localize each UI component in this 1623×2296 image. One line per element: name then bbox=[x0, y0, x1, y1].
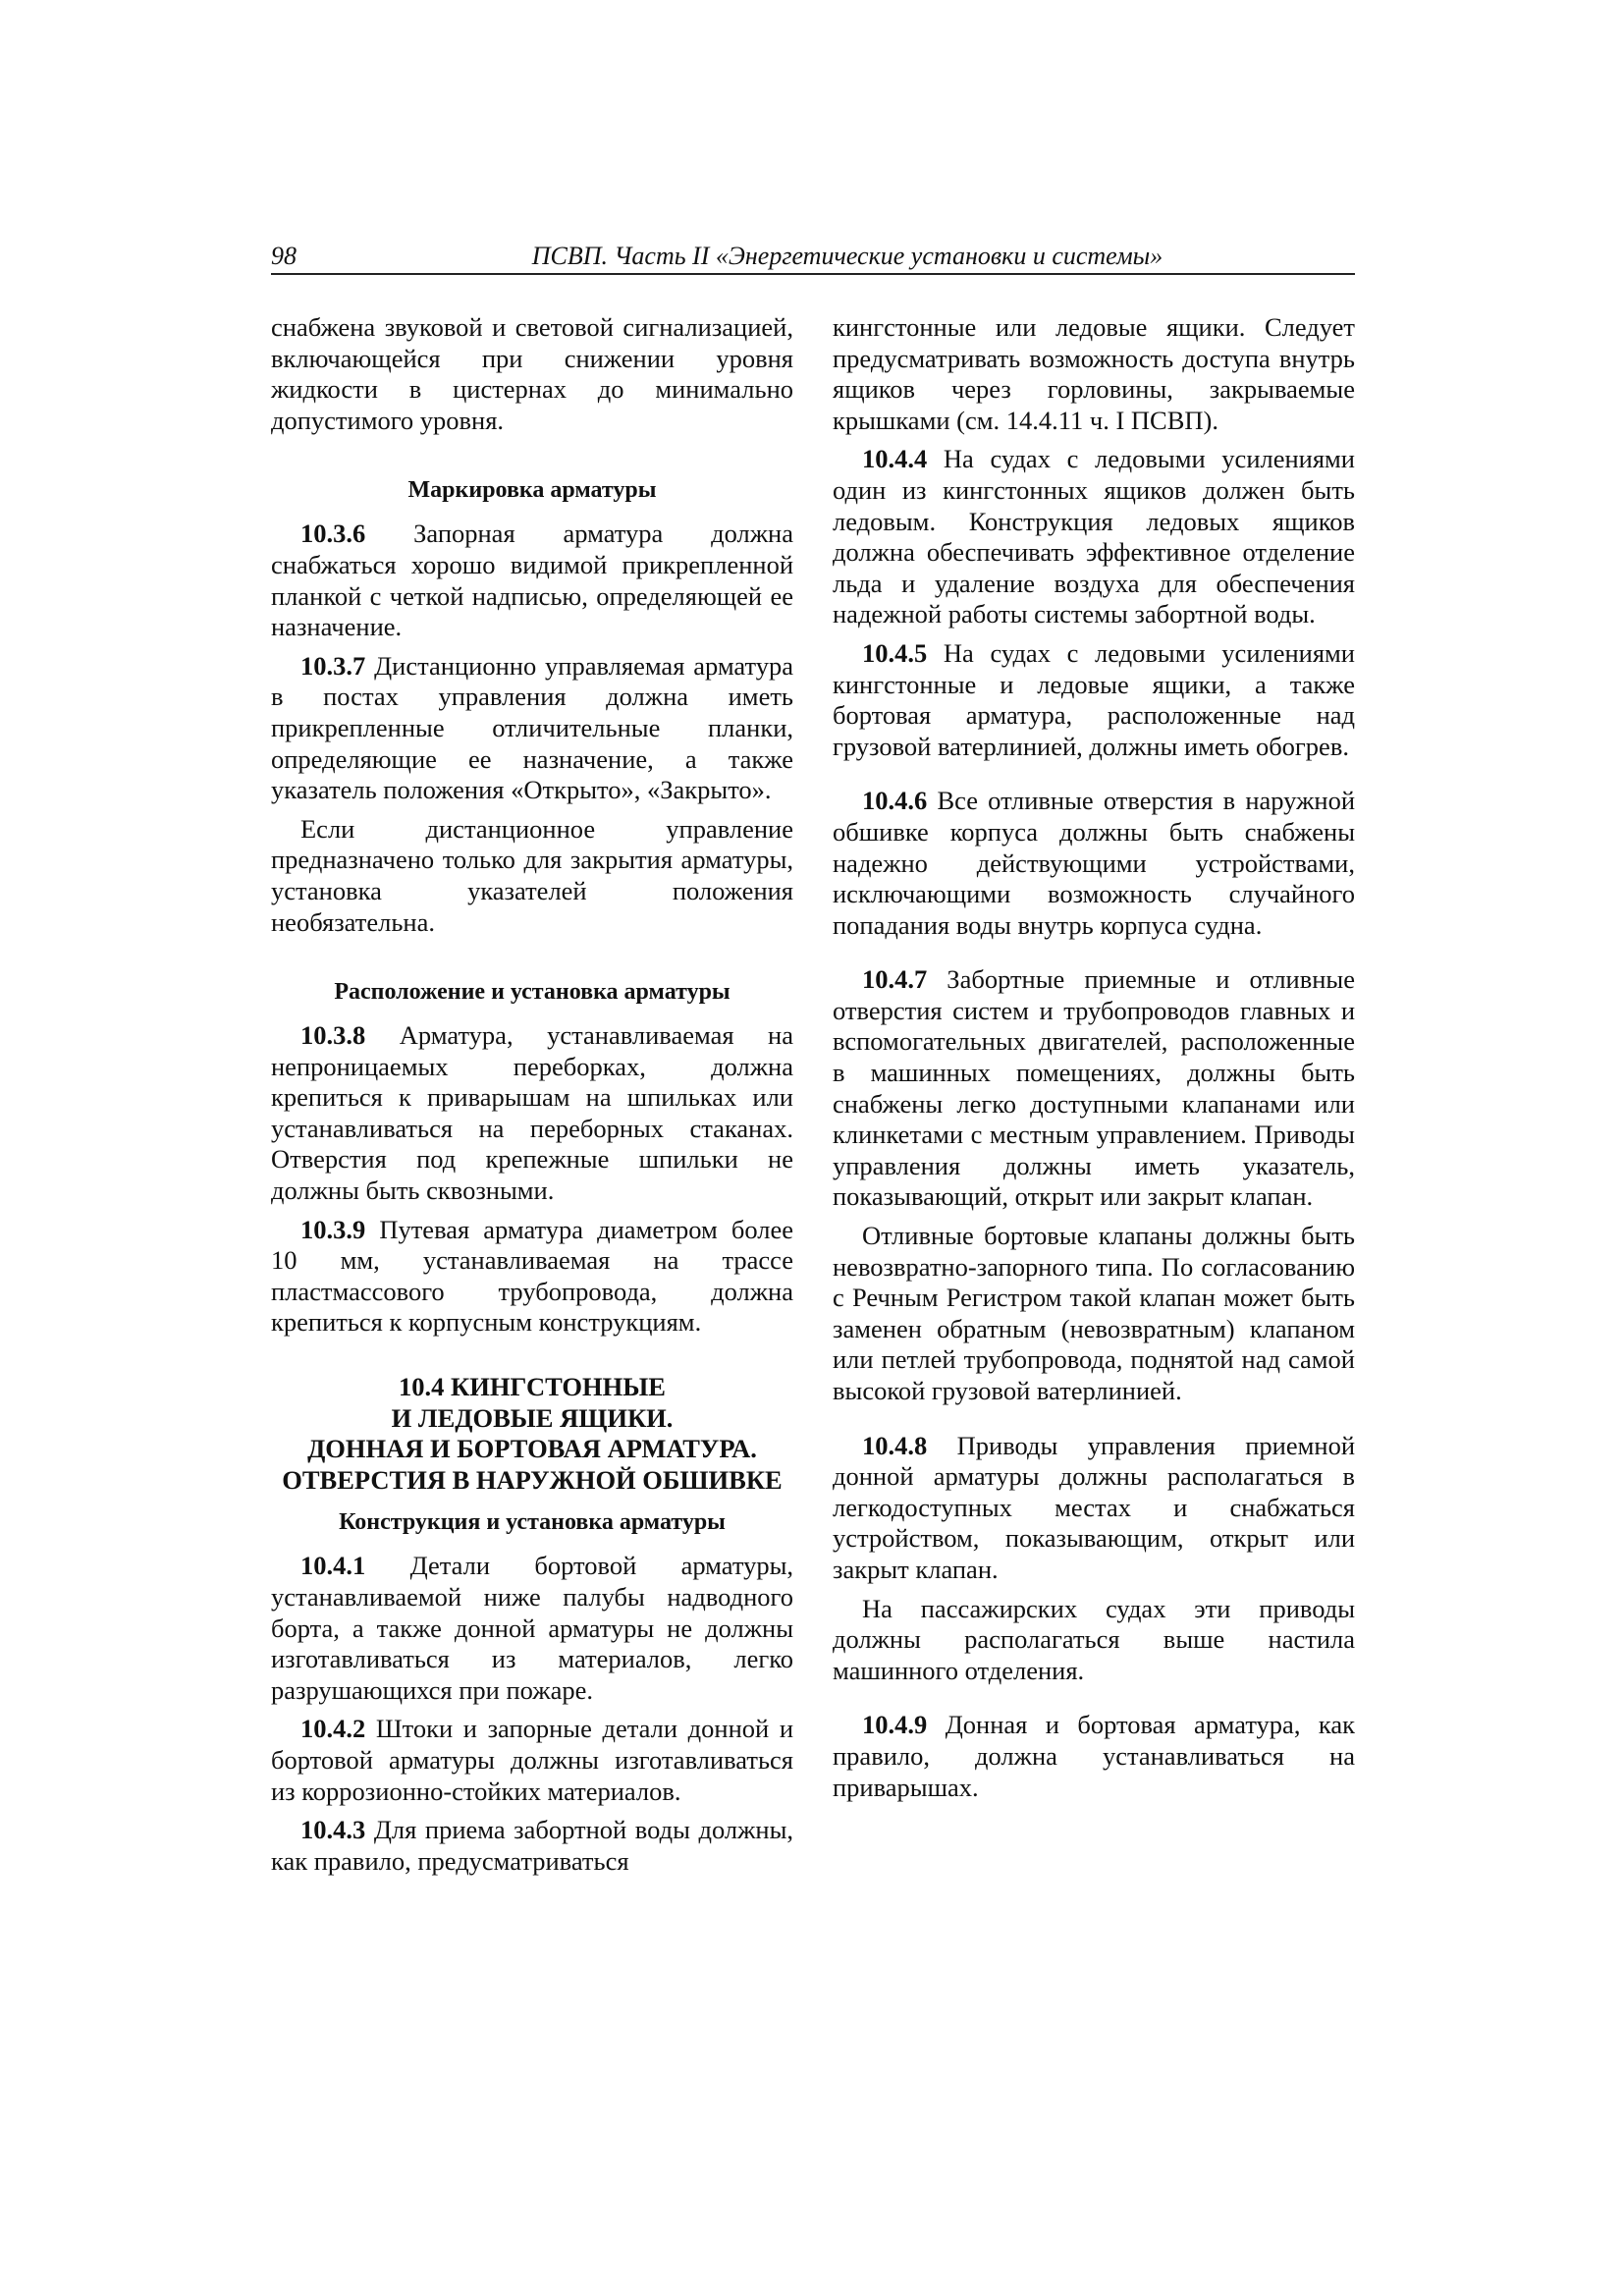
clause-number: 10.4.1 bbox=[300, 1551, 366, 1581]
clause-text: Запорная арматура должна снабжаться хорошо видимой прикрепленной планкой с четкой надписью, определяющей ее назначение. bbox=[271, 519, 793, 642]
clause-10-4-3 bbox=[271, 1815, 793, 1877]
clause-10-3-9 bbox=[271, 1215, 793, 1339]
paragraph: Если дистанционное управление предназначено только для закрытия арматуры, установка указателей положения необязательна. bbox=[271, 813, 793, 937]
paragraph: На пассажирских судах эти приводы должны располагаться выше настила машинного отделения. bbox=[833, 1593, 1355, 1685]
subsection-heading-marking: Маркировка арматуры bbox=[407, 477, 657, 504]
clause-10-3-7 bbox=[271, 651, 793, 806]
clause-number: 10.3.6 bbox=[300, 519, 366, 549]
clause-text: Арматура, устанавливаемая на непроницаемых переборках, должна крепиться к приварышам на шпильках или устанавливаться на переборных стаканах. Отверстия под крепежные шпильки не должны быть сквозными. bbox=[271, 1020, 793, 1206]
clause-number: 10.4.4 bbox=[862, 444, 928, 474]
clause-number: 10.4.5 bbox=[862, 637, 928, 668]
paragraph: Отливные бортовые клапаны должны быть невозвратно-запорного типа. По согласованию с Речным Регистром такой клапан может быть заменен обратным (невозвратным) клапаном или петлей трубопровода, поднятой над самой высокой грузовой ватерлинией. bbox=[833, 1221, 1355, 1405]
clause-10-4-2 bbox=[271, 1714, 793, 1807]
clause-10-4-8 bbox=[833, 1431, 1355, 1586]
clause-10-4-6 bbox=[833, 786, 1355, 941]
clause-number: 10.3.9 bbox=[300, 1214, 366, 1244]
section-heading-10-4: 10.4 КИНГСТОННЫЕ И ЛЕДОВЫЕ ЯЩИКИ. ДОННАЯ И БОРТОВАЯ АРМАТУРА. ОТВЕРСТИЯ В НАРУЖНОЙ ОБШИВКЕ bbox=[282, 1372, 783, 1495]
clause-number: 10.3.8 bbox=[300, 1020, 366, 1051]
clause-text: Приводы управления приемной донной арматуры должны располагаться в легкодоступных местах и снабжаться устройством, показывающим, открыт или закрыт клапан. bbox=[833, 1430, 1355, 1584]
right-column bbox=[833, 312, 1355, 1803]
clause-10-4-1 bbox=[271, 1551, 793, 1706]
clause-number: 10.4.9 bbox=[862, 1710, 928, 1740]
clause-10-4-5 bbox=[833, 638, 1355, 762]
clause-10-4-9 bbox=[833, 1710, 1355, 1803]
paragraph: кингстонные или ледовые ящики. Следует предусматривать возможность доступа внутрь ящиков через горловины, закрываемые крышками (см. 14.4.11 ч. I ПСВП). bbox=[833, 312, 1355, 435]
clause-10-4-4 bbox=[833, 444, 1355, 630]
clause-number: 10.4.6 bbox=[862, 786, 928, 816]
clause-number: 10.4.7 bbox=[862, 964, 928, 995]
clause-text: Забортные приемные и отливные отверстия систем и трубопроводов главных и вспомогательных двигателей, расположенные в машинных помещениях, должны быть снабжены легко доступными клапанами или клинкетами с местным управлением. Приводы управления должны иметь указатель, показывающий, открыт или закрыт клапан. bbox=[833, 964, 1355, 1212]
clause-text: Детали бортовой арматуры, устанавливаемой ниже палубы надводного борта, а также донной арматуры не должны изготавливаться из материалов, легко разрушающихся при пожаре. bbox=[271, 1551, 794, 1705]
clause-number: 10.4.2 bbox=[300, 1714, 366, 1744]
clause-text: Штоки и запорные детали донной и бортовой арматуры должны изготавливаться из коррозионно-стойких материалов. bbox=[271, 1714, 793, 1806]
clause-text: На судах с ледовыми усилениями один из кингстонных ящиков должен быть ледовым. Конструкция ледовых ящиков должна обеспечивать эффективное отделение льда и удаление воздуха для обеспечения надежной работы системы забортной воды. bbox=[833, 444, 1355, 629]
clause-number: 10.4.3 bbox=[300, 1815, 366, 1845]
subsection-heading-location: Расположение и установка арматуры bbox=[334, 979, 730, 1006]
paragraph: снабжена звуковой и световой сигнализацией, включающейся при снижении уровня жидкости в цистернах до минимально допустимого уровня. bbox=[271, 312, 793, 435]
clause-text: Дистанционно управляемая арматура в постах управления должна иметь прикрепленные отличительные планки, определяющие ее назначение, а также указатель положения «Открыто», «Закрыто». bbox=[271, 650, 794, 805]
running-title: ПСВП. Часть II «Энергетические установки и системы» bbox=[531, 242, 1163, 270]
running-header bbox=[271, 240, 1355, 275]
left-column bbox=[271, 312, 793, 1877]
subsection-heading-construction: Конструкция и установка арматуры bbox=[339, 1509, 726, 1536]
clause-10-4-7 bbox=[833, 964, 1355, 1213]
clause-number: 10.4.8 bbox=[862, 1430, 928, 1460]
clause-text: Для приема забортной воды должны, как правило, предусматриваться bbox=[271, 1815, 793, 1876]
clause-10-3-6 bbox=[271, 519, 793, 642]
clause-10-3-8 bbox=[271, 1020, 793, 1207]
clause-text: Донная и бортовая арматура, как правило, должна устанавливаться на приварышах. bbox=[833, 1710, 1355, 1802]
clause-text: Путевая арматура диаметром более 10 мм, устанавливаемая на трассе пластмассового трубопровода, должна крепиться к корпусным конструкциям. bbox=[271, 1214, 793, 1338]
clause-text: На судах с ледовыми усилениями кингстонные и ледовые ящики, а также бортовая арматура, расположенные над грузовой ватерлинией, должны иметь обогрев. bbox=[833, 637, 1355, 761]
clause-number: 10.3.7 bbox=[300, 650, 366, 681]
clause-text: Все отливные отверстия в наружной обшивке корпуса должны быть снабжены надежно действующими устройствами, исключающими возможность случайного попадания воды внутрь корпуса судна. bbox=[833, 786, 1355, 940]
page-number: 98 bbox=[271, 242, 297, 270]
